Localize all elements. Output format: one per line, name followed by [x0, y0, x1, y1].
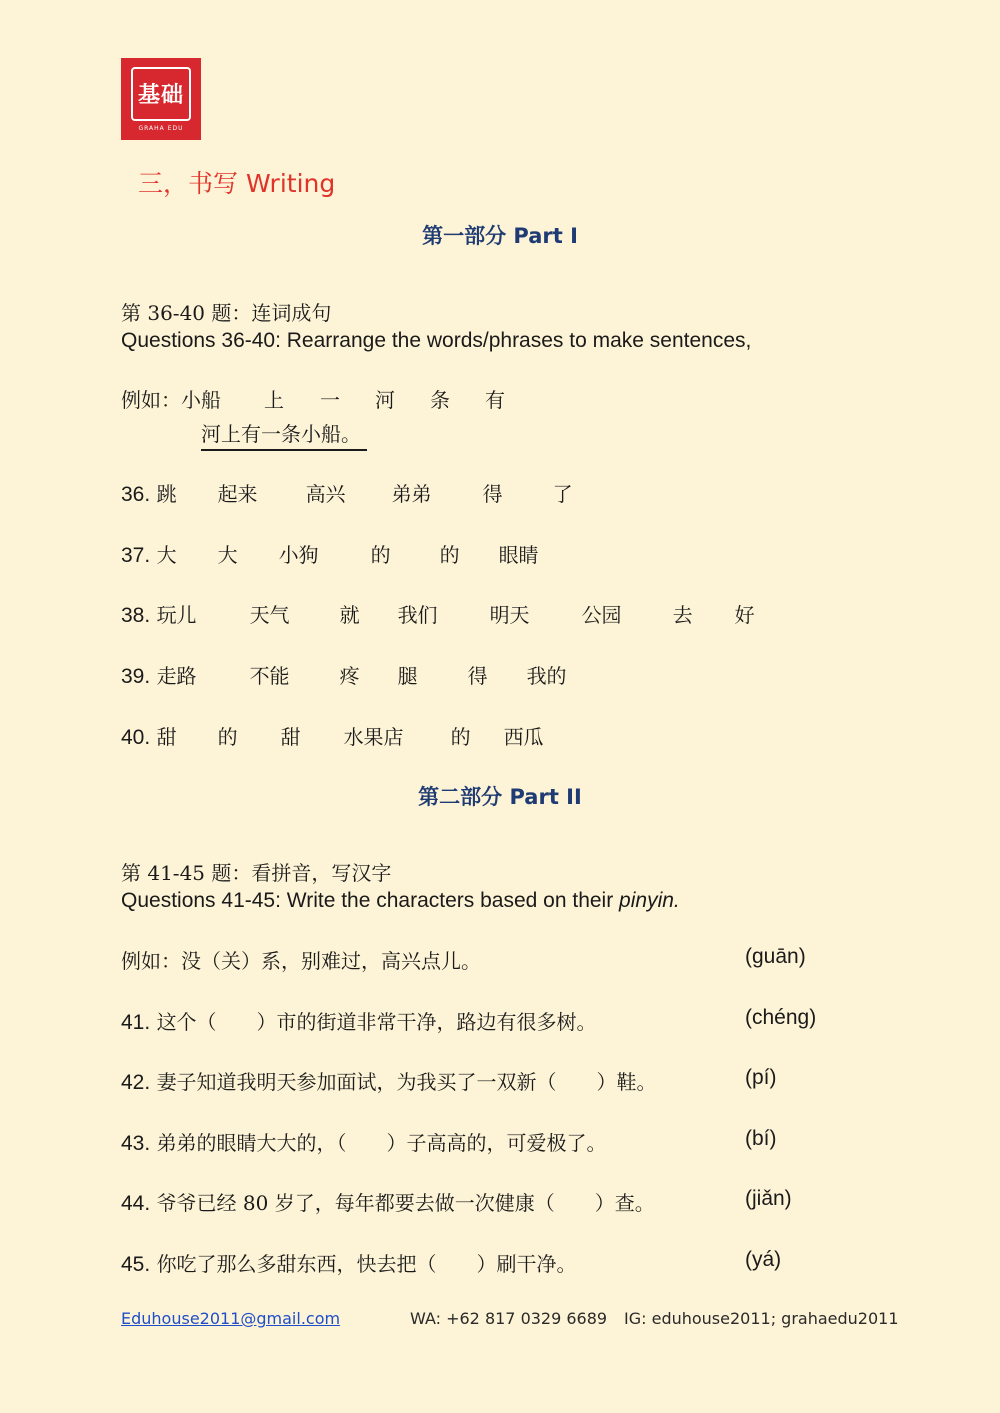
word-chip: 公园 — [581, 603, 622, 627]
question-36 — [121, 478, 573, 507]
word-chip: 上 — [264, 388, 284, 412]
word-chip: 大 — [217, 543, 238, 567]
word-chip: 明天 — [489, 603, 530, 627]
word-chip: 的 — [450, 725, 471, 749]
question-words — [157, 660, 567, 689]
word-chip: 疼 — [339, 664, 360, 688]
word-chip: 的 — [217, 725, 238, 749]
question-number: 37. — [121, 544, 151, 567]
question-number: 36. — [121, 483, 151, 506]
word-chip: 河 — [375, 388, 395, 412]
question-41 — [121, 1006, 597, 1035]
part2-example: 例如：没（关）系，别难过，高兴点儿。 — [121, 949, 481, 973]
word-chip: 一 — [320, 388, 340, 412]
question-44 — [121, 1187, 655, 1216]
part2-instruction-cn: 第 41-45 题：看拼音，写汉字 — [121, 861, 392, 885]
word-chip: 玩儿 — [156, 603, 197, 627]
pinyin-43: (bí) — [745, 1127, 777, 1150]
question-words — [157, 539, 539, 568]
question-number: 41. — [121, 1011, 151, 1034]
word-chip: 天气 — [249, 603, 290, 627]
question-words — [157, 599, 755, 628]
word-chip: 甜 — [280, 725, 301, 749]
example-pinyin: (guān) — [745, 945, 806, 968]
word-chip: 水果店 — [343, 725, 404, 749]
word-chip: 弟弟 — [391, 482, 432, 506]
question-text: 妻子知道我明天参加面试，为我买了一双新（ ）鞋。 — [156, 1070, 657, 1094]
pinyin-41: (chéng) — [745, 1006, 817, 1029]
word-chip: 得 — [482, 482, 503, 506]
word-chip: 就 — [339, 603, 360, 627]
footer-whatsapp: WA: +62 817 0329 6689 — [410, 1309, 608, 1328]
word-chip: 的 — [370, 543, 391, 567]
footer-email[interactable] — [121, 1309, 340, 1328]
question-43 — [121, 1127, 607, 1156]
brand-logo — [121, 58, 201, 140]
question-words — [157, 721, 544, 750]
word-chip: 我的 — [526, 664, 567, 688]
word-chip: 高兴 — [305, 482, 346, 506]
footer-instagram: IG: eduhouse2011; grahaedu2011 — [624, 1309, 899, 1328]
question-text: 这个（ ）市的街道非常干净，路边有很多树。 — [156, 1010, 597, 1034]
question-number: 40. — [121, 726, 151, 749]
question-37 — [121, 539, 539, 568]
part1-instruction-en: Questions 36-40: Rearrange the words/phrases to make sentences, — [121, 329, 752, 352]
question-45 — [121, 1248, 577, 1277]
word-chip: 大 — [156, 543, 177, 567]
word-chip: 跳 — [156, 482, 177, 506]
word-chip: 走路 — [156, 664, 197, 688]
word-chip: 了 — [552, 482, 573, 506]
word-chip: 西瓜 — [503, 725, 544, 749]
question-words — [157, 478, 573, 507]
question-text: 爷爷已经 80 岁了，每年都要去做一次健康（ ）查。 — [156, 1191, 655, 1215]
pinyin-45: (yá) — [745, 1248, 782, 1271]
word-chip: 好 — [734, 603, 755, 627]
part2-instruction-en — [121, 889, 680, 913]
word-chip: 眼睛 — [498, 543, 539, 567]
word-chip: 甜 — [156, 725, 177, 749]
word-chip: 小狗 — [278, 543, 319, 567]
word-chip: 小船 — [181, 388, 221, 412]
question-42 — [121, 1066, 657, 1095]
pinyin-42: (pí) — [745, 1066, 777, 1089]
instruction-en-italic: pinyin. — [619, 889, 680, 912]
question-number: 39. — [121, 665, 151, 688]
question-number: 44. — [121, 1192, 151, 1215]
question-38 — [121, 599, 755, 628]
part2-title: 第二部分 Part II — [418, 785, 582, 809]
word-chip: 不能 — [249, 664, 290, 688]
section-title: 三，书写 Writing — [138, 169, 336, 198]
logo-subtitle: GRAHA EDU — [138, 124, 184, 132]
question-text: 你吃了那么多甜东西，快去把（ ）刷干净。 — [156, 1252, 577, 1276]
word-chip: 条 — [430, 388, 450, 412]
word-chip: 有 — [485, 388, 505, 412]
logo-mark: 基础 — [131, 67, 191, 121]
email-link[interactable]: Eduhouse2011@gmail.com — [121, 1309, 341, 1328]
part1-instruction-cn: 第 36-40 题：连词成句 — [121, 301, 332, 325]
part1-title: 第一部分 Part I — [422, 224, 578, 248]
word-chip: 的 — [439, 543, 460, 567]
example-words — [181, 384, 505, 413]
example-label: 例如： — [121, 388, 181, 412]
question-number: 38. — [121, 604, 151, 627]
question-number: 42. — [121, 1071, 151, 1094]
word-chip: 得 — [467, 664, 488, 688]
pinyin-44: (jiǎn) — [745, 1187, 792, 1210]
question-number: 43. — [121, 1132, 151, 1155]
question-number: 45. — [121, 1253, 151, 1276]
word-chip: 起来 — [217, 482, 258, 506]
instruction-en-prefix: Questions 41-45: Write the characters based on their — [121, 889, 620, 912]
example-row — [121, 384, 505, 413]
word-chip: 我们 — [397, 603, 438, 627]
word-chip: 腿 — [397, 664, 418, 688]
question-text: 弟弟的眼睛大大的，（ ）子高高的，可爱极了。 — [156, 1131, 607, 1155]
question-40 — [121, 721, 544, 750]
question-39 — [121, 660, 567, 689]
example-answer: 河上有一条小船。 — [201, 418, 367, 451]
word-chip: 去 — [672, 603, 693, 627]
